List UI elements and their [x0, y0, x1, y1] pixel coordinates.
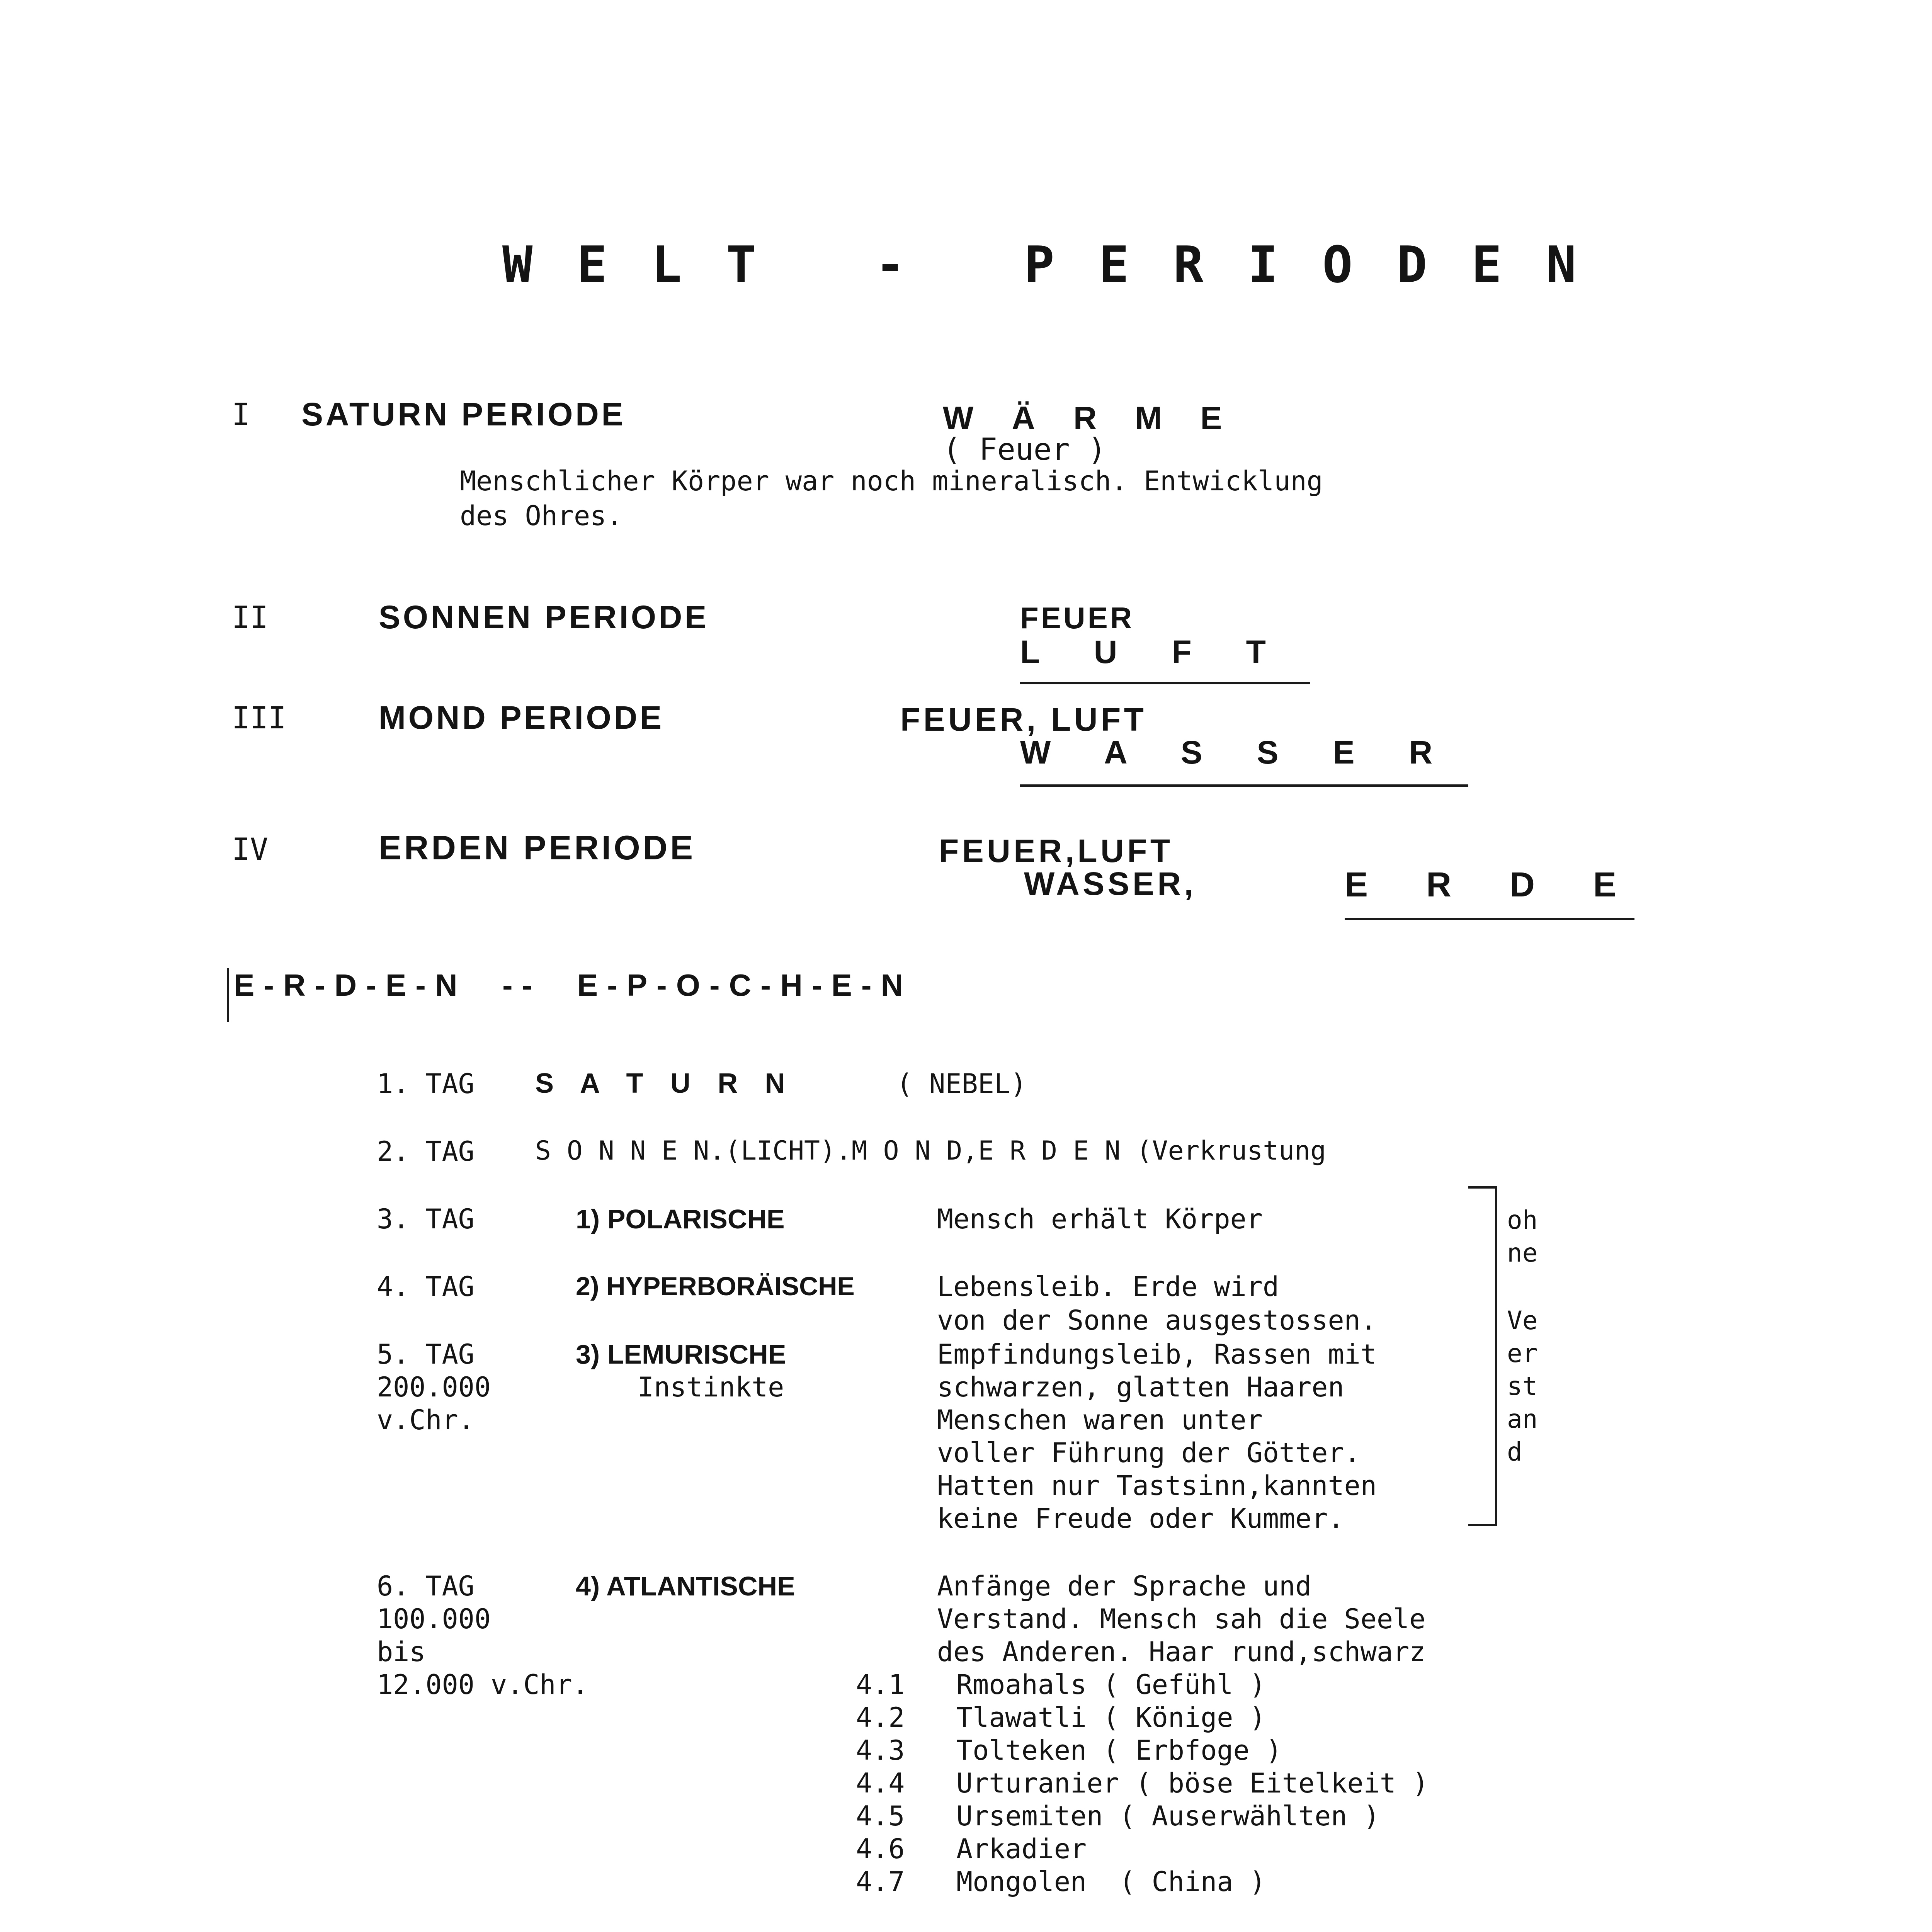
tag6-desc-1: Anfänge der Sprache und — [937, 1570, 1312, 1602]
tag5-sub: Instinkte — [638, 1371, 784, 1403]
erden-element-1: FEUER,LUFT — [939, 833, 1173, 869]
mond-element-1: FEUER, LUFT — [900, 701, 1147, 738]
tag6-sub-num-7: 4.7 — [856, 1866, 905, 1898]
tag6-sub-text-5: Ursemiten ( Auserwählten ) — [956, 1800, 1380, 1832]
mond-element-2: W A S S E R — [1020, 734, 1455, 770]
saturn-desc-2: des Ohres. — [460, 500, 623, 532]
tag6-desc-2: Verstand. Mensch sah die Seele — [937, 1603, 1426, 1635]
tag6-date-1: 100.000 — [377, 1603, 491, 1635]
tag6-sub-num-5: 4.5 — [856, 1800, 905, 1832]
side-note-6: an — [1507, 1404, 1538, 1434]
tag6-label: 6. TAG — [377, 1570, 474, 1602]
tag4-race: 2) HYPERBORÄISCHE — [576, 1272, 855, 1301]
tag6-sub-num-4: 4.4 — [856, 1767, 905, 1799]
tag4-label: 4. TAG — [377, 1271, 474, 1303]
saturn-number: I — [232, 398, 250, 432]
side-note-7: d — [1507, 1437, 1522, 1467]
tag4-desc-1: Lebensleib. Erde wird — [937, 1271, 1279, 1303]
tag1-name: S A T U R N — [535, 1068, 795, 1099]
tag6-sub-num-3: 4.3 — [856, 1735, 905, 1766]
mond-underline — [1020, 784, 1468, 787]
bracket-bottom — [1468, 1524, 1497, 1526]
mond-name: MOND PERIODE — [379, 699, 664, 736]
sonnen-number: II — [232, 600, 268, 635]
tag6-sub-text-2: Tlawatli ( Könige ) — [956, 1702, 1266, 1733]
epochen-title: E-R-D-E-N -- E-P-O-C-H-E-N — [234, 968, 913, 1002]
bracket-top — [1468, 1186, 1497, 1189]
tag5-race: 3) LEMURISCHE — [576, 1339, 786, 1369]
side-note-3: Ve — [1507, 1306, 1538, 1335]
side-note-2: ne — [1507, 1238, 1538, 1268]
tag6-sub-num-6: 4.6 — [856, 1833, 905, 1865]
tag3-desc: Mensch erhält Körper — [937, 1203, 1263, 1235]
tag6-date-3: 12.000 v.Chr. — [377, 1669, 588, 1701]
erden-name: ERDEN PERIODE — [379, 828, 696, 867]
tag6-sub-text-1: Rmoahals ( Gefühl ) — [956, 1669, 1266, 1701]
tag5-label: 5. TAG — [377, 1338, 474, 1370]
saturn-name: SATURN PERIODE — [301, 396, 626, 432]
tag5-desc-3: Menschen waren unter — [937, 1404, 1263, 1436]
sonnen-underline — [1020, 682, 1310, 684]
tag6-race: 4) ATLANTISCHE — [576, 1571, 795, 1601]
saturn-element: W Ä R M E — [943, 400, 1237, 436]
tag5-date-1: 200.000 — [377, 1371, 491, 1403]
tag2-text: S O N N E N.(LICHT).M O N D,E R D E N (Verkrustung — [535, 1136, 1326, 1166]
tag3-label: 3. TAG — [377, 1203, 474, 1235]
tag1-label: 1. TAG — [377, 1068, 474, 1100]
mond-number: III — [232, 701, 286, 736]
tag6-sub-text-6: Arkadier — [956, 1833, 1087, 1865]
tag1-note: ( NEBEL) — [896, 1068, 1027, 1100]
tag5-desc-2: schwarzen, glatten Haaren — [937, 1371, 1344, 1403]
tag5-desc-6: keine Freude oder Kummer. — [937, 1503, 1344, 1534]
bracket-vertical — [1495, 1186, 1497, 1526]
saturn-element-sub: ( Feuer ) — [943, 432, 1106, 467]
tag6-sub-text-3: Tolteken ( Erbfoge ) — [956, 1735, 1282, 1766]
tag6-sub-num-2: 4.2 — [856, 1702, 905, 1733]
tag6-sub-num-1: 4.1 — [856, 1669, 905, 1701]
tag6-desc-3: des Anderen. Haar rund,schwarz — [937, 1636, 1426, 1668]
tag4-desc-2: von der Sonne ausgestossen. — [937, 1304, 1377, 1336]
epochen-margin-mark — [227, 968, 229, 1022]
tag5-desc-4: voller Führung der Götter. — [937, 1437, 1361, 1469]
tag6-sub-text-7: Mongolen ( China ) — [956, 1866, 1266, 1898]
page-title: W E L T - P E R I O D E N — [502, 235, 1583, 294]
erden-element-2: WASSER, — [1024, 866, 1197, 902]
tag5-desc-5: Hatten nur Tastsinn,kannten — [937, 1470, 1377, 1502]
tag5-desc-1: Empfindungsleib, Rassen mit — [937, 1338, 1377, 1370]
side-note-4: er — [1507, 1338, 1538, 1368]
side-note-5: st — [1507, 1371, 1538, 1401]
sonnen-name: SONNEN PERIODE — [379, 599, 709, 635]
side-note-1: oh — [1507, 1205, 1538, 1235]
tag6-date-2: bis — [377, 1636, 426, 1668]
erden-underline — [1345, 918, 1634, 920]
sonnen-element-2: L U F T — [1020, 634, 1289, 670]
tag5-date-2: v.Chr. — [377, 1404, 474, 1436]
sonnen-element-1: FEUER — [1020, 601, 1134, 635]
erden-number: IV — [232, 832, 268, 867]
saturn-desc-1: Menschlicher Körper war noch mineralisch. Entwicklung — [460, 465, 1323, 497]
tag2-label: 2. TAG — [377, 1136, 474, 1167]
erden-element-3: E R D E — [1345, 866, 1641, 904]
tag3-race: 1) POLARISCHE — [576, 1204, 785, 1234]
tag6-sub-text-4: Urturanier ( böse Eitelkeit ) — [956, 1767, 1429, 1799]
